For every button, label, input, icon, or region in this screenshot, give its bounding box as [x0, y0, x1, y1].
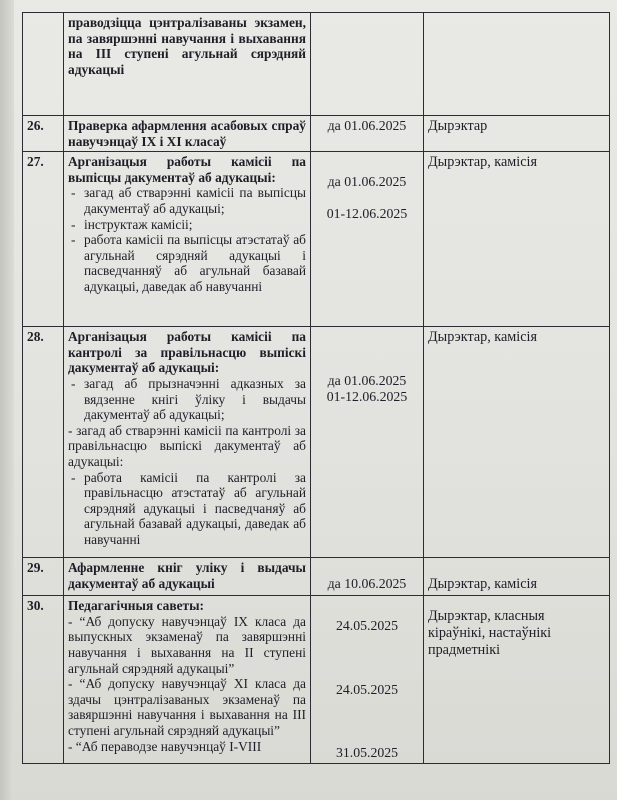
responsible-text: Дырэктар, класныя кіраўнікі, настаўнікі прадметнікі	[428, 608, 552, 659]
task-cell	[64, 596, 311, 764]
responsible-cell	[424, 558, 610, 596]
date-text: да 01.06.2025	[327, 174, 407, 190]
list-item: - загад аб прызначэнні адказных за вядзенне кнігі ўліку і выдачы дакументаў аб адукацыі;	[68, 376, 306, 423]
date-text: да 01.06.2025	[327, 373, 407, 389]
date-cell	[311, 152, 424, 327]
task-text: Праверка афармлення асабовых спраў навучэнцаў IX і XI класаў	[68, 118, 306, 149]
responsible-text: Дырэктар, камісія	[428, 154, 537, 171]
table-row	[23, 596, 610, 764]
sub-item-list	[68, 376, 306, 423]
row-number: 29.	[23, 558, 64, 596]
plan-table	[22, 12, 610, 764]
page-edge-shadow	[0, 0, 14, 800]
list-item: - “Аб пераводзе навучэнцаў I-VIII	[68, 738, 262, 754]
date-text: 24.05.2025	[335, 618, 399, 634]
list-item: - “Аб допуску навучэнцаў IX класа да выпускных экзаменаў па завяршэнні навучання і выхавання на II ступені агульнай сярэдняй адукацыі”	[68, 613, 306, 676]
task-text: Арганізацыя работы камісіі па выпісцы дакументаў аб адукацыі:	[68, 154, 306, 185]
row-number	[23, 13, 64, 116]
task-text: Афармленне кніг уліку і выдачы дакументаў аб адукацыі	[68, 560, 306, 591]
task-cell	[64, 152, 311, 327]
list-item: - работа камісіі па выпісцы атэстатаў аб агульнай сярэдняй адукацыі і пасведчанняў аб агульнай базавай адукацыі, даведак аб навучанні	[68, 232, 306, 294]
list-item: - загад аб стварэнні камісіі па кантролі за правільнасцю выпіскі дакументаў аб адукацыі:	[68, 422, 306, 469]
responsible-text: Дырэктар	[428, 118, 488, 134]
row-number: 26.	[23, 116, 64, 152]
date-cell	[311, 116, 424, 152]
task-cell	[64, 116, 311, 152]
date-text: 24.05.2025	[335, 681, 399, 697]
sub-item-list	[68, 470, 306, 548]
responsible-cell	[424, 152, 610, 327]
sub-item-list	[68, 185, 306, 294]
table-row	[23, 13, 610, 116]
responsible-cell	[424, 596, 610, 764]
table-row	[23, 558, 610, 596]
date-text: да 10.06.2025	[327, 576, 407, 592]
list-item: - “Аб допуску навучэнцаў XI класа да здачы цэнтралізаваных экзаменаў па завяршэнні навучання і выхавання на III ступені агульнай сярэдняй адукацыі”	[68, 676, 306, 738]
date-cell	[311, 13, 424, 116]
list-item: - інструктаж камісіі;	[68, 217, 306, 233]
task-text: праводзіцца цэнтралізаваны экзамен, па завяршэнні навучання і выхавання на III ступені агульнай сярэдняй адукацыі	[68, 15, 306, 77]
responsible-cell	[424, 327, 610, 558]
table-row	[23, 116, 610, 152]
date-cell	[311, 596, 424, 764]
date-cell	[311, 558, 424, 596]
date-text: да 01.06.2025	[327, 118, 407, 133]
task-cell	[64, 558, 311, 596]
responsible-cell	[424, 13, 610, 116]
date-text: 31.05.2025	[335, 745, 399, 761]
list-item: - загад аб стварэнні камісіі па выпісцы дакументаў аб адукацыі;	[68, 185, 306, 216]
row-number: 27.	[23, 152, 64, 327]
date-text: 01-12.06.2025	[326, 388, 408, 404]
table-row	[23, 327, 610, 558]
row-number: 30.	[23, 596, 64, 764]
responsible-text: Дырэктар, камісія	[428, 576, 537, 593]
task-cell	[64, 13, 311, 116]
date-text: 01-12.06.2025	[326, 205, 408, 221]
date-cell	[311, 327, 424, 558]
task-text: Педагагічныя саветы:	[68, 598, 205, 614]
responsible-cell	[424, 116, 610, 152]
list-item: - работа камісіі па кантролі за правільнасцю атэстатаў аб агульнай сярэдняй адукацыі і пасведчаняў аб агульнай базавай адукацыі, даведак аб навучанні	[68, 470, 306, 548]
task-text: Арганізацыя работы камісіі па кантролі за правільнасцю выпіскі дакументаў аб адукацыі:	[68, 329, 306, 376]
task-cell	[64, 327, 311, 558]
table-row	[23, 152, 610, 327]
responsible-text: Дырэктар, камісія	[428, 329, 537, 346]
row-number: 28.	[23, 327, 64, 558]
